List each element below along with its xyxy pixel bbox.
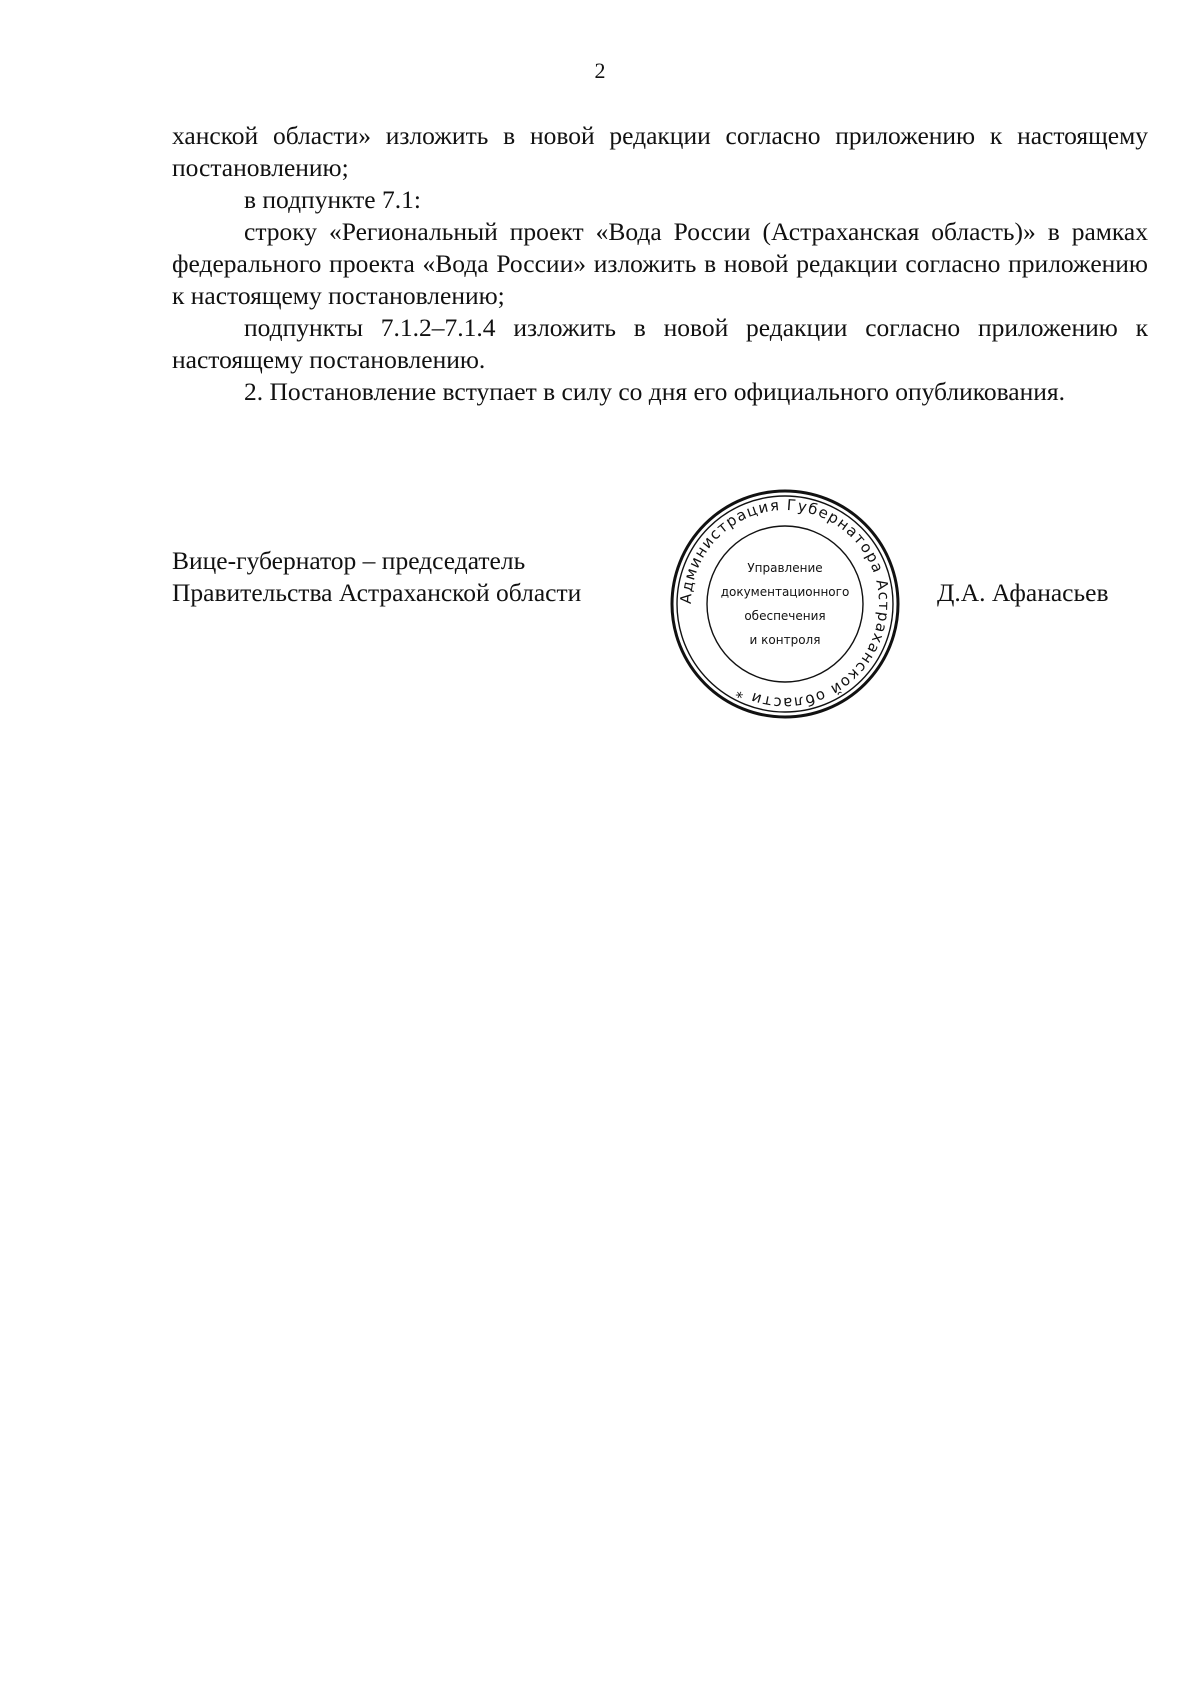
- signatory-name: Д.А. Афанасьев: [937, 578, 1109, 607]
- paragraph-effective-date: 2. Постановление вступает в силу со дня его официального опубликования.: [244, 377, 1065, 406]
- stamp-center-line4: и контроля: [749, 633, 821, 647]
- signatory-position-line2: Правительства Астраханской области: [172, 578, 582, 607]
- signatory-position-line1: Вице-губернатор – председатель: [172, 546, 526, 575]
- paragraph-continuation: ханской области» изложить в новой редакции согласно приложению к настоящему постановлению;: [172, 121, 1148, 182]
- stamp-center-line2: документационного: [720, 585, 850, 599]
- stamp-center-line1: Управление: [747, 561, 823, 575]
- official-stamp: [668, 487, 902, 721]
- paragraph-subitem-7-1: в подпункте 7.1:: [244, 185, 421, 214]
- document-body: [172, 120, 1148, 408]
- stamp-ring-textpath: Администрация Губернатора Астраханской области *: [676, 495, 894, 713]
- stamp-ring-text: [677, 496, 893, 712]
- paragraph-regional-project: строку «Региональный проект «Вода России (Астраханская область)» в рамках федерального проекта «Вода России» изложить в новой редакции согласно приложению к настоящему постановлению;: [172, 217, 1148, 310]
- signatory-position: [172, 545, 581, 609]
- paragraph-subitems: подпункты 7.1.2–7.1.4 изложить в новой редакции согласно приложению к настоящему постановлению.: [172, 313, 1148, 374]
- page-number: 2: [594, 58, 606, 83]
- stamp-center-line3: обеспечения: [744, 609, 826, 623]
